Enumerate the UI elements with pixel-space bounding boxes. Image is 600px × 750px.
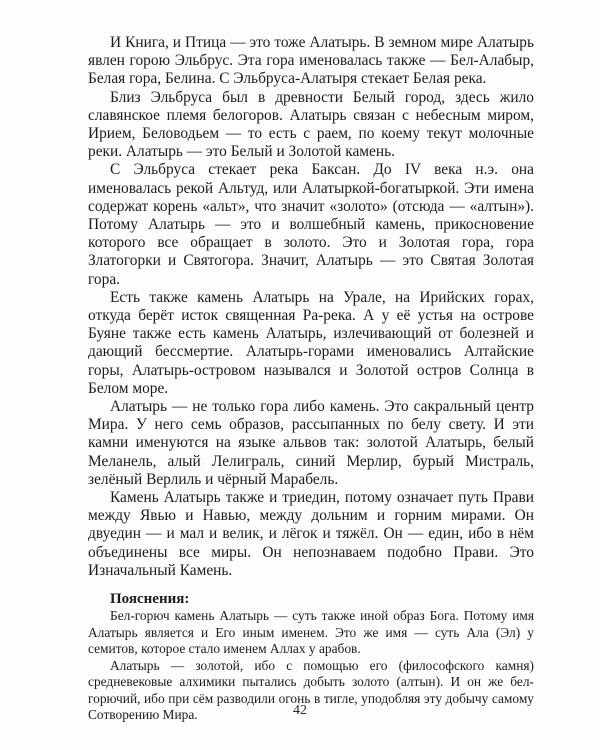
paragraph-6: Камень Алатырь также и триедин, потому означает путь Прави между Явью и Навью, между дольним и горним мирами. Он двуедин — и мал и велик, и лёгок и тяжёл. Он — един, ибо в нём объединены все миры. Он непознаваем подобно Прави. Это Изначальный Камень. xyxy=(88,489,534,579)
paragraph-2: Близ Эльбруса был в древности Белый город, здесь жило славянское племя белогоров. Алатырь связан с небесным миром, Ирием, Беловодьем — то есть с раем, по коему текут молочные реки. Алатырь — это Белый и Золотой камень. xyxy=(88,88,534,161)
paragraph-1: И Книга, и Птица — это тоже Алатырь. В земном мире Алатырь явлен горою Эльбрус. Эта гора именовалась также — Бел-Алабыр, Белая гора, Белина. С Эльбруса-Алатыря стекает Белая река. xyxy=(88,34,534,88)
page-body xyxy=(88,34,534,724)
paragraph-4: Есть также камень Алатырь на Урале, на Ирийских горах, откуда берёт исток священная Ра-река. А у её устья на острове Буяне также есть камень Алатырь, излечивающий от болезней и дающий бессмертие. Алатырь-горами именовались Алтайские горы, Алатырь-островом назывался и Золотой остров Солнца в Белом море. xyxy=(88,288,534,397)
page-number: 42 xyxy=(293,703,307,718)
paragraph-3: С Эльбруса стекает река Баксан. До IV века н.э. она именовалась рекой Альтуд, или Алатыркой-богатыркой. Эти имена содержат корень «альт», что значит «золото» (отсюда — «алтын»). Потому Алатырь — это и волшебный камень, прикосновение которого все обращает в золото. Это и Золотая гора, гора Златогорки и Святогора. Значит, Алатырь — это Святая Золотая гора. xyxy=(88,161,534,288)
note-2: Алатырь — золотой, ибо с помощью его (философского камня) средневековые алхимики пытались добыть золото (алтын). И он же бел-горючий, ибо при сём разводили огонь в тигле, уподобляя эту добычу самому Сотворению Мира. xyxy=(88,657,534,723)
paragraph-5: Алатырь — не только гора либо камень. Это сакральный центр Мира. У него семь образов, рассыпанных по белу свету. И эти камни именуются на языке альвов так: золотой Алатырь, белый Меланель, алый Лелиграль, синий Мерлир, бурый Мистраль, зелёный Верлиль и чёрный Марабель. xyxy=(88,398,534,488)
notes-heading: Пояснения: xyxy=(110,591,190,608)
note-1: Бел-горюч камень Алатырь — суть также иной образ Бога. Потому имя Алатырь является и Его иным именем. Это же имя — суть Ала (Эл) у семитов, которое стало именем Аллах у арабов. xyxy=(88,608,534,657)
